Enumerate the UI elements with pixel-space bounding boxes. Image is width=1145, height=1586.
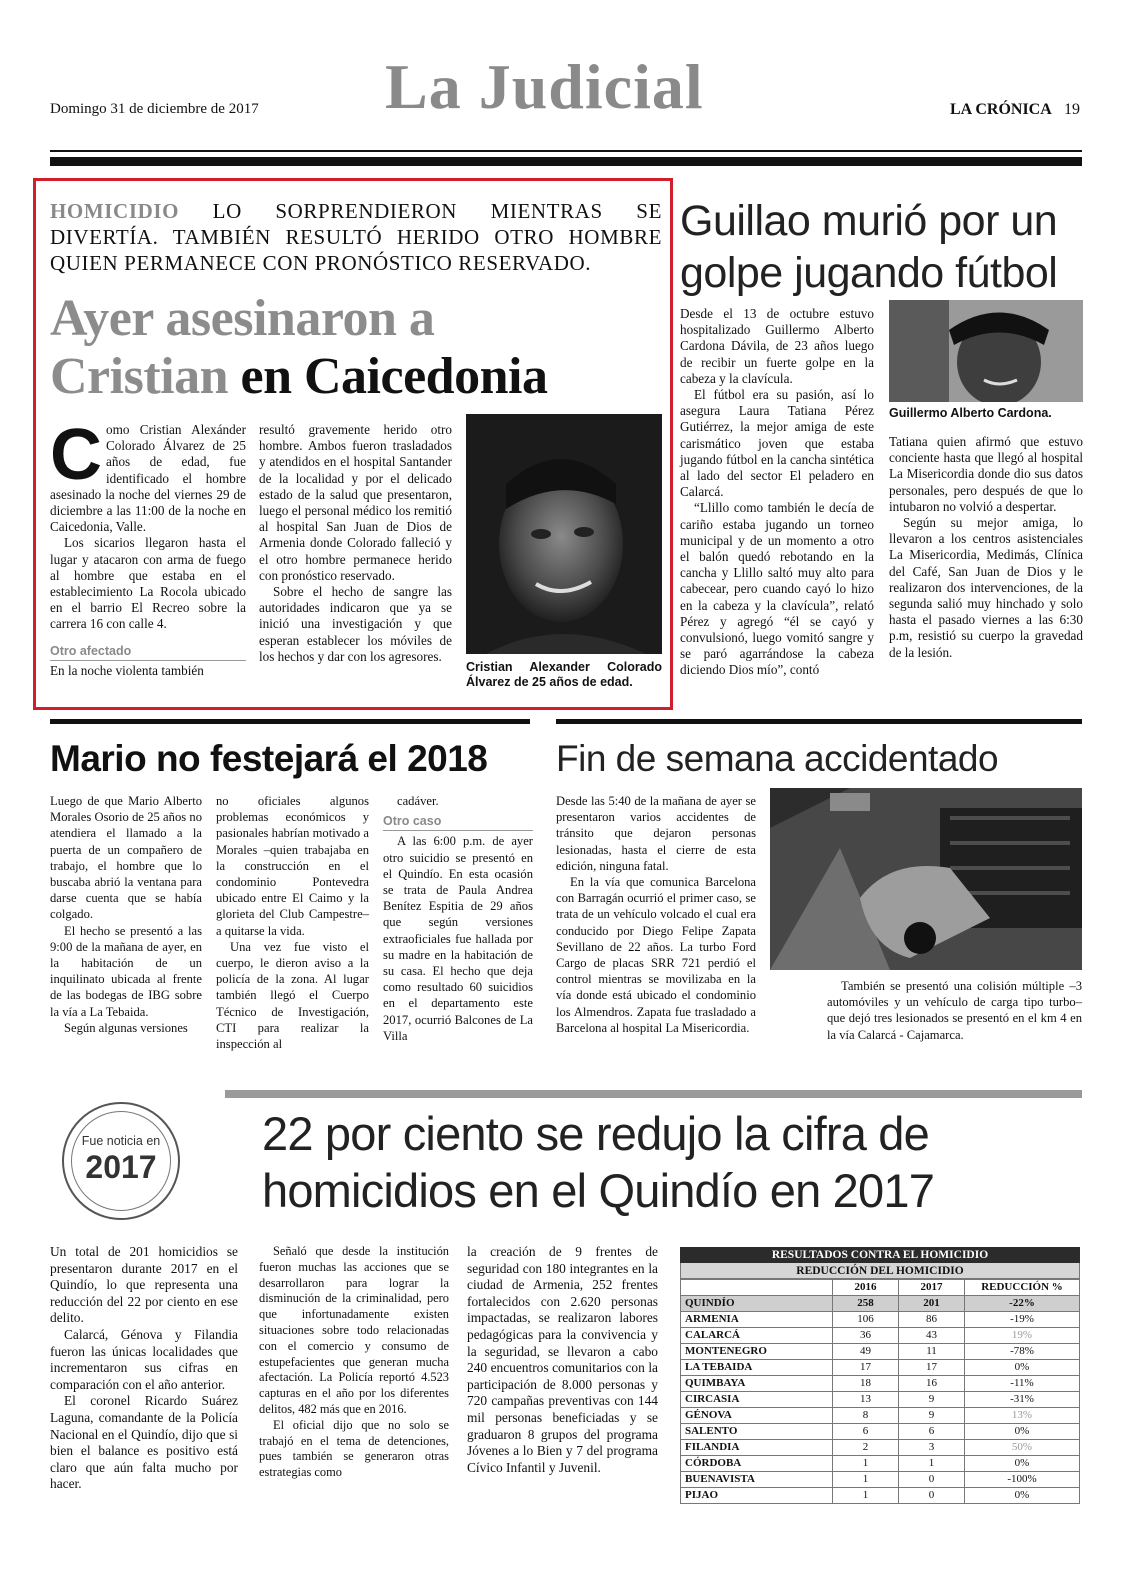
table-cell-name: CALARCÁ	[681, 1328, 833, 1344]
table-cell-name: SALENTO	[681, 1424, 833, 1440]
kicker-label: HOMICIDIO	[50, 199, 180, 223]
badge-line-2: 2017	[85, 1149, 157, 1185]
story3-para: Una vez fue visto el cuerpo, le dieron aviso a la policía de la zona. Al lugar también llegó el Cuerpo Técnico de Investigación, CTI para realizar la inspección al	[216, 939, 369, 1052]
story3-headline: Mario no festejará el 2018	[50, 738, 488, 779]
table-cell-value-2016: 8	[833, 1408, 899, 1424]
table-cell-value-2016: 106	[833, 1312, 899, 1328]
story1-photo	[466, 414, 662, 654]
table-row	[681, 1344, 1080, 1360]
results-table	[680, 1247, 1080, 1504]
story5-headline: 22 por ciento se redujo la cifra de homicidios en el Quindío en 2017	[262, 1107, 935, 1217]
story2-para: El fútbol era su pasión, así lo asegura Laura Tatiana Pérez Gutiérrez, la mejor amiga de este carismático joven que estaba jugando fútbol en la cancha sintética al lado del sector El peladero en Calarcá.	[680, 387, 874, 500]
table-cell-value-2017: 17	[899, 1360, 965, 1376]
story4-para: En la vía que comunica Barcelona con Barragán ocurrió el primer caso, se trata de un vehículo volcado el cual era conducido por Diego Felipe Zapata Sevillano de 22 años. La turbo Ford Cargo de placas SRR 721 perdió el control mientras se movilizaba en la vía donde está ubicado el condominio los Almendros. Zapata fue trasladado a Barcelona al hospital La Misericordia.	[556, 875, 756, 1035]
kicker-text: LO SORPRENDIERON MIENTRAS SE DIVERTÍA. TAMBIÉN RESULTÓ HERIDO OTRO HOMBRE QUIEN PERMANECE CON PRONÓSTICO RESERVADO.	[50, 199, 662, 275]
table-row	[681, 1360, 1080, 1376]
table-cell-value-2016: 13	[833, 1392, 899, 1408]
story4-col1	[556, 793, 756, 1036]
story4-photo	[770, 788, 1082, 970]
table-row	[681, 1392, 1080, 1408]
story2-col2	[889, 434, 1083, 661]
table-header-cell: 2016	[833, 1280, 899, 1296]
story2-caption: Guillermo Alberto Cardona.	[889, 406, 1052, 420]
table-cell-name: CÓRDOBA	[681, 1456, 833, 1472]
header-rule-thick	[50, 157, 1082, 166]
fue-noticia-badge	[62, 1102, 180, 1220]
story2-para: Según su mejor amiga, lo llevaron a los centros asistenciales La Misericordia, Medimás, Clínica del Café, San Juan de Dios y le realizaron dos intervenciones, de la segunda salió muy hinchado y solo hasta el pasado viernes a las 6:30 p.m, resistió su cuerpo la gravedad de la lesión.	[889, 515, 1083, 660]
table-row	[681, 1312, 1080, 1328]
story4-para: Desde las 5:40 de la mañana de ayer se presentaron varios accidentes de tránsito que dejaron personas lesionadas, hasta el cierre de esta edición, ninguna fatal.	[556, 794, 756, 873]
badge-line-1: Fue noticia en	[81, 1134, 161, 1148]
headline-black: en Caicedonia	[240, 348, 548, 405]
table-cell-name: CIRCASIA	[681, 1392, 833, 1408]
page-number: 19	[1064, 101, 1080, 118]
story1-para: C omo Cristian Alexánder Colorado Álvarez de 25 años de edad, fue identificado el hombre asesinado la noche del viernes 29 de diciembre a las 11:00 de la noche en Caicedonia, Valle.	[50, 415, 246, 535]
story1-para: En la noche violenta también	[50, 662, 204, 678]
table-cell-reduction-percent: 0%	[965, 1424, 1080, 1440]
drop-cap: C	[50, 415, 102, 495]
story5-rule-top	[225, 1090, 1082, 1098]
table-cell-value-2016: 17	[833, 1360, 899, 1376]
table-cell-value-2017: 0	[899, 1472, 965, 1488]
table-header-cell: REDUCCIÓN %	[965, 1280, 1080, 1296]
story5-para: la creación de 9 frentes de seguridad con 180 integrantes en la ciudad de Armenia, 252 frentes fortalecidos con 2.620 personas impactadas, se realizaron labores pedagógicas para la convivencia y la seguridad, se llevaron a cabo 240 encuentros comunitarios con la participación de 8.000 personas y 720 campañas preventivas con 144 mil personas beneficiadas y se graduaron 8 grupos del programa Jóvenes a lo Bien y 7 del programa Cívico Infantil y Juvenil.	[467, 1244, 658, 1475]
table-cell-value-2016: 1	[833, 1488, 899, 1504]
story3-para: El hecho se presentó a las 9:00 de la mañana de ayer, en la habitación de un inquilinato ubicada al frente de las bodegas de IBG sobre la vía a La Tebaida.	[50, 923, 202, 1019]
story3-para: cadáver.	[397, 794, 439, 808]
headline-line-1: Ayer asesinaron a	[50, 290, 435, 347]
story5-col3	[467, 1244, 658, 1476]
story4-col2	[827, 978, 1082, 1043]
table-cell-reduction-percent: -19%	[965, 1312, 1080, 1328]
table-row	[681, 1472, 1080, 1488]
table-cell-value-2017: 16	[899, 1376, 965, 1392]
table-cell-name: QUIMBAYA	[681, 1376, 833, 1392]
headline-gray: Cristian	[50, 348, 228, 405]
table-row	[681, 1408, 1080, 1424]
table-cell-reduction-percent: -31%	[965, 1392, 1080, 1408]
table-row	[681, 1440, 1080, 1456]
paper-name: LA CRÓNICA	[950, 101, 1052, 118]
table-cell-reduction-percent: -100%	[965, 1472, 1080, 1488]
story3-para: Según algunas versiones	[64, 1020, 188, 1035]
table-row	[681, 1328, 1080, 1344]
story3-col3	[383, 793, 533, 1044]
table-header-cell	[681, 1280, 833, 1296]
table-row	[681, 1376, 1080, 1392]
table-cell-reduction-percent: 0%	[965, 1360, 1080, 1376]
section-rule-left	[50, 719, 530, 724]
table-cell-name: PIJAO	[681, 1488, 833, 1504]
table-cell-value-2016: 1	[833, 1472, 899, 1488]
story1-para: Sobre el hecho de sangre las autoridades indicaron que ya se inició una investigación y que esperan establecer los móviles de los hechos y dar con los agresores.	[259, 584, 452, 664]
table-cell-reduction-percent: 19%	[965, 1328, 1080, 1344]
portrait-photo	[466, 414, 662, 654]
table-cell-reduction-percent: 13%	[965, 1408, 1080, 1424]
story5-para: Señaló que desde la institución fueron muchas las acciones que se desarrollaron para lograr la disminución de la criminalidad, pero que infortunadamente existen situaciones sobre todo relacionadas con el comercio y consumo de estupefacientes que generan mucha afectación. La Policía reportó 4.523 capturas en el año por los diferentes delitos, 482 más que en 2016.	[259, 1244, 449, 1416]
story3-col1	[50, 793, 202, 1036]
table-cell-value-2017: 0	[899, 1488, 965, 1504]
table-cell-name: LA TEBAIDA	[681, 1360, 833, 1376]
table-cell-name: GÉNOVA	[681, 1408, 833, 1424]
table-cell-value-2017: 3	[899, 1440, 965, 1456]
table-cell-reduction-percent: -78%	[965, 1344, 1080, 1360]
results-table-grid	[680, 1279, 1080, 1504]
story1-para: resultó gravemente herido otro hombre. Ambos fueron trasladados y atendidos en el hospital Santander de la localidad y por el delicado estado de la salud que presentaron, luego el personal médico los remitió al hospital San Juan de Dios de Armenia donde Colorado falleció y el otro hombre permanece herido con pronóstico reservado.	[259, 422, 452, 583]
section-rule-right	[556, 719, 1082, 724]
story2-headline: Guillao murió por un golpe jugando fútbol	[680, 197, 1058, 297]
table-cell-value-2017: 6	[899, 1424, 965, 1440]
accident-photo	[770, 788, 1082, 970]
story2-para: Desde el 13 de octubre estuvo hospitalizado Guillermo Alberto Cardona Dávila, de 23 años luego de recibir un fuerte golpe en la cabeza y la clavícula.	[680, 306, 874, 386]
table-cell-name: MONTENEGRO	[681, 1344, 833, 1360]
story5-para: Un total de 201 homicidios se presentaron durante 2017 en el Quindío, lo que representa una reducción del 22 por ciento en ese delito.	[50, 1244, 238, 1326]
issue-date: Domingo 31 de diciembre de 2017	[50, 101, 259, 117]
table-cell-value-2017: 1	[899, 1456, 965, 1472]
table-cell-value-2017: 43	[899, 1328, 965, 1344]
table-row	[681, 1488, 1080, 1504]
table-cell-value-2016: 2	[833, 1440, 899, 1456]
story5-col2	[259, 1244, 449, 1481]
table-cell-name: FILANDIA	[681, 1440, 833, 1456]
table-header-cell: 2017	[899, 1280, 965, 1296]
table-body	[681, 1296, 1080, 1504]
story2-photo	[889, 300, 1083, 402]
story2-para: “Llillo como también le decía de cariño estaba jugando un torneo municipal y de un momento a otro el balón quedó rebotando en la cancha y Llillo saltó muy alto para cabecear, pero cuando cayó lo hizo en la cabeza y la clavícula”, relató Pérez y agregó “él se cayó y convulsionó, luego vomitó sangre y se paró agarrándose la cabeza diciendo Dios mío”, contó	[680, 500, 874, 678]
story4-headline: Fin de semana accidentado	[556, 738, 999, 779]
story3-para: Luego de que Mario Alberto Morales Osorio de 25 años no atendiera el llamado a la puerta de un compañero de trabajo, el hombre que lo buscaba abrió la ventana para darse cuenta que se había colgado.	[50, 794, 202, 922]
table-row	[681, 1296, 1080, 1312]
story3-subhead: Otro caso	[383, 813, 533, 831]
table-cell-value-2016: 18	[833, 1376, 899, 1392]
story2-para: Tatiana quien afirmó que estuvo conciente hasta que llegó al hospital La Misericordia donde dio sus datos personales, pero después de que lo intubaron no volvió a despertar.	[889, 434, 1083, 514]
table-row	[681, 1424, 1080, 1440]
table-row	[681, 1456, 1080, 1472]
table-cell-value-2017: 11	[899, 1344, 965, 1360]
table-cell-value-2017: 86	[899, 1312, 965, 1328]
portrait-photo	[889, 300, 1083, 402]
table-cell-reduction-percent: -22%	[965, 1296, 1080, 1312]
table-cell-value-2017: 201	[899, 1296, 965, 1312]
table-cell-name: BUENAVISTA	[681, 1472, 833, 1488]
header-rule-thin	[50, 150, 1082, 152]
table-cell-value-2016: 1	[833, 1456, 899, 1472]
table-cell-value-2017: 9	[899, 1392, 965, 1408]
table-title: RESULTADOS CONTRA EL HOMICIDIO	[680, 1247, 1080, 1263]
table-subtitle: REDUCCIÓN DEL HOMICIDIO	[680, 1263, 1080, 1279]
table-cell-reduction-percent: 0%	[965, 1488, 1080, 1504]
story1-headline	[50, 290, 670, 406]
table-cell-value-2016: 258	[833, 1296, 899, 1312]
table-cell-name: QUINDÍO	[681, 1296, 833, 1312]
table-cell-value-2016: 6	[833, 1424, 899, 1440]
story5-para: Calarcá, Génova y Filandia fueron las únicas localidades que incrementaron sus cifras en comparación con el año anterior.	[50, 1326, 238, 1392]
table-cell-value-2016: 36	[833, 1328, 899, 1344]
story5-col1	[50, 1244, 238, 1493]
story1-caption: Cristian Alexander Colorado Álvarez de 25 años de edad.	[466, 660, 662, 689]
story1-para: Los sicarios llegaron hasta el lugar y atacaron con arma de fuego al hombre que estaba en el establecimiento La Rocola ubicado en el barrio El Recreo sobre la carrera 16 con calle 4.	[50, 535, 246, 632]
story1-kicker	[50, 198, 662, 276]
story5-para: El coronel Ricardo Suárez Laguna, comandante de la Policía Nacional en el Quindío, dijo que si bien el balance es positivo está claro que aún falta mucho por hacer.	[50, 1393, 238, 1492]
headline-line-2	[50, 348, 670, 406]
story2-col1	[680, 306, 874, 679]
table-cell-reduction-percent: 50%	[965, 1440, 1080, 1456]
story3-para: no oficiales algunos problemas económicos y pasionales habrían motivado a Morales –quien trabajaba en la construcción en el condominio Pontevedra ubicado entre El Caimo y la glorieta del Club Campestre– a quitarse la vida.	[216, 794, 369, 938]
table-cell-reduction-percent: -11%	[965, 1376, 1080, 1392]
table-cell-value-2017: 9	[899, 1408, 965, 1424]
story4-para: También se presentó una colisión múltiple –3 automóviles y un vehículo de carga tipo turbo– que dejó tres lesionados se presentó en el km 4 en la vía Calarcá - Cajamarca.	[827, 979, 1082, 1042]
story5-para: El oficial dijo que no solo se trabajó en el tema de detenciones, pues también se generaron otras estrategias como	[259, 1417, 449, 1480]
story1-subhead: Otro afectado	[50, 643, 246, 661]
story3-col2	[216, 793, 369, 1052]
story3-para: A las 6:00 p.m. de ayer otro suicidio se presentó en el Quindío. En esta ocasión se trata de Paula Andrea Benítez Espitia de 29 años que según versiones extraoficiales fue hallada por su madre en la habitación de su casa. El hecho que deja como resultado 60 suicidios en el departamento este 2017, ocurrió Balcones de La Villa	[383, 834, 533, 1043]
table-cell-name: ARMENIA	[681, 1312, 833, 1328]
story1-col2	[259, 422, 452, 665]
table-cell-value-2016: 49	[833, 1344, 899, 1360]
story1-col1	[50, 415, 246, 679]
section-title: La Judicial	[385, 51, 704, 122]
table-cell-reduction-percent: 0%	[965, 1456, 1080, 1472]
table-header-row	[681, 1280, 1080, 1296]
